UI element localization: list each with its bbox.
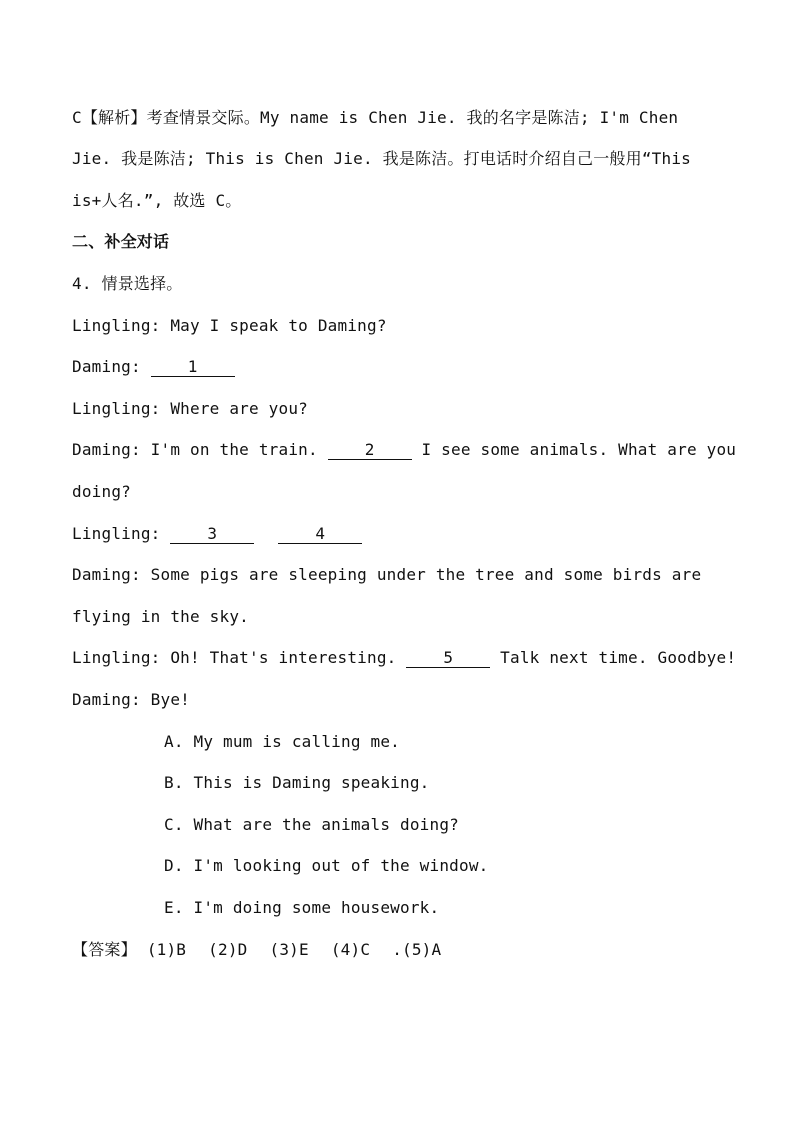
dialogue-text: Daming: I'm on the train. <box>72 440 328 459</box>
explanation-line-3: is+人名.”, 故选 C。 <box>72 191 242 210</box>
option-b: B. This is Daming speaking. <box>164 773 430 792</box>
blank-2[interactable]: 2 <box>328 441 412 460</box>
answer-item: .(5)A <box>392 940 442 959</box>
speaker-prefix: Lingling: <box>72 524 171 543</box>
blank-4[interactable]: 4 <box>278 525 362 544</box>
blank-5[interactable]: 5 <box>406 649 490 668</box>
speaker-prefix: Daming: <box>72 357 151 376</box>
explanation-line-2: Jie. 我是陈洁; This is Chen Jie. 我是陈洁。打电话时介绍自己一般用“This <box>72 149 691 168</box>
answer-label: 【答案】 <box>72 940 137 959</box>
dialogue-line-daming-3: Daming: Some pigs are sleeping under the tree and some birds are <box>72 565 702 584</box>
dialogue-line-daming-3-cont: flying in the sky. <box>72 607 249 626</box>
dialogue-line-lingling-3 <box>72 524 362 544</box>
dialogue-line-lingling-2: Lingling: Where are you? <box>72 399 308 418</box>
dialogue-line-daming-2-cont: doing? <box>72 482 131 501</box>
option-e: E. I'm doing some housework. <box>164 898 440 917</box>
dialogue-line-lingling-4 <box>72 648 736 668</box>
blank-3[interactable]: 3 <box>170 525 254 544</box>
option-a: A. My mum is calling me. <box>164 732 400 751</box>
dialogue-line-daming-4: Daming: Bye! <box>72 690 190 709</box>
explanation-line-1: C【解析】考查情景交际。My name is Chen Jie. 我的名字是陈洁; I'm Chen <box>72 108 679 127</box>
blank-1[interactable]: 1 <box>151 358 235 377</box>
question-title: 4. 情景选择。 <box>72 274 183 293</box>
dialogue-line-lingling-1: Lingling: May I speak to Daming? <box>72 316 387 335</box>
dialogue-line-daming-1 <box>72 357 235 377</box>
dialogue-text: Talk next time. Goodbye! <box>490 648 737 667</box>
dialogue-text: I see some animals. What are you <box>411 440 737 459</box>
option-c: C. What are the animals doing? <box>164 815 459 834</box>
answer-item: (1)B <box>146 940 187 959</box>
dialogue-text: Lingling: Oh! That's interesting. <box>72 648 407 667</box>
section-title: 二、补全对话 <box>72 232 170 251</box>
option-d: D. I'm looking out of the window. <box>164 856 489 875</box>
answer-item: (4)C <box>330 940 371 959</box>
answer-item: (3)E <box>269 940 309 959</box>
answer-line <box>72 940 463 960</box>
answer-item: (2)D <box>208 940 248 959</box>
dialogue-line-daming-2 <box>72 440 736 460</box>
